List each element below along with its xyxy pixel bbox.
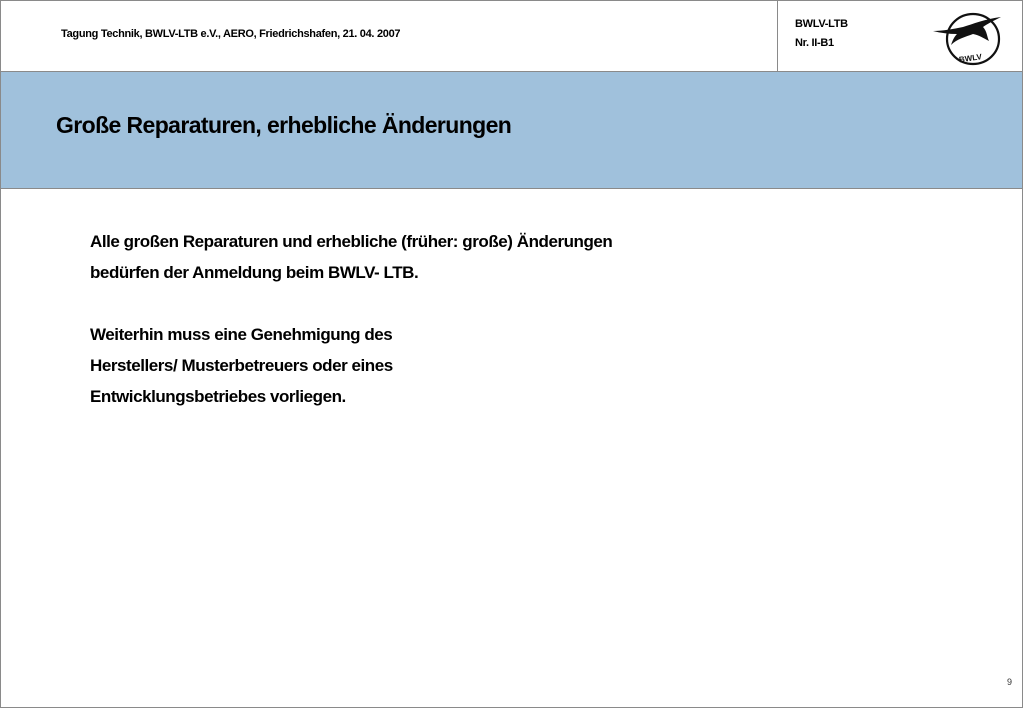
title-band <box>1 72 1022 189</box>
body-line: Alle großen Reparaturen und erhebliche (früher: große) Änderungen <box>90 232 613 251</box>
slide-title: Große Reparaturen, erhebliche Änderungen <box>56 112 512 138</box>
body-line: bedürfen der Anmeldung beim BWLV- LTB. <box>90 263 419 282</box>
body-line: Entwicklungsbetriebes vorliegen. <box>90 387 346 406</box>
meeting-info: Tagung Technik, BWLV-LTB e.V., AERO, Friedrichshafen, 21. 04. 2007 <box>61 28 401 40</box>
bird-logo-icon <box>929 7 1009 67</box>
logo-text: BWLV <box>958 52 983 65</box>
logo-bird <box>933 17 1001 45</box>
slide-body <box>90 226 770 412</box>
org-name: BWLV-LTB <box>795 18 848 30</box>
body-line: Herstellers/ Musterbetreuers oder eines <box>90 356 393 375</box>
header-divider <box>777 1 778 71</box>
org-info <box>795 15 848 53</box>
paragraph-gap <box>90 288 770 319</box>
page-number: 9 <box>1006 677 1012 687</box>
slide-header <box>1 1 1022 72</box>
doc-number: Nr. II-B1 <box>795 37 834 49</box>
body-line: Weiterhin muss eine Genehmigung des <box>90 325 393 344</box>
